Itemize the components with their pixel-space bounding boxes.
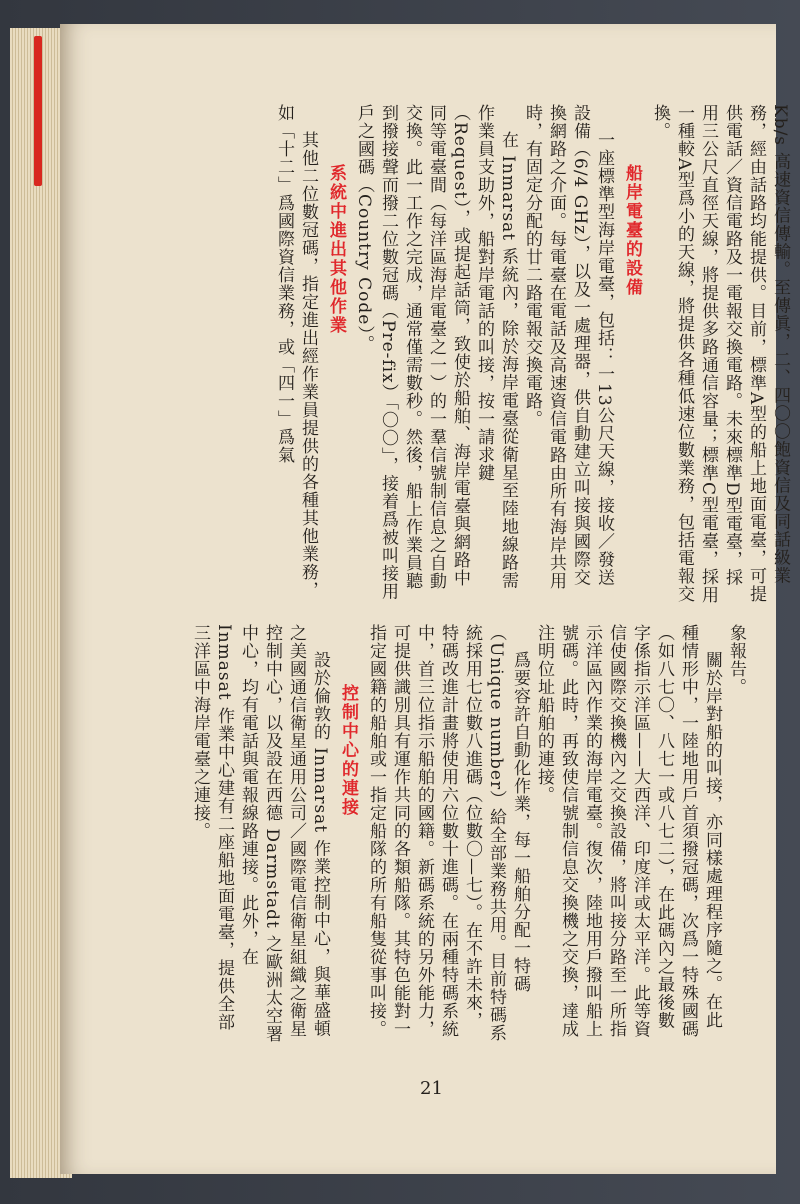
book-page — [60, 24, 790, 1174]
paragraph: 其他二位數冠碼，指定進出經作業員提供的各種其他業務，如「十二」爲國際資信業務，或「四一」爲氣 — [274, 104, 318, 600]
paragraph: 象報告。 — [726, 624, 746, 696]
page-number: 21 — [420, 1078, 443, 1099]
paragraph: 設於倫敦的 Inmarsat 作業控制中心，與華盛頓之美國通信衛星通用公司／國際電信衛星組織之衛星控制中心，以及設在西德 Darmstadt 之歐洲太空署中心，均有電話與電報線路連接。此外，在 Inmasat 作業中心建有二座船地面電臺，提供全部三洋區中海岸電臺之連接。 — [190, 624, 330, 1044]
bookmark-ribbon — [34, 36, 42, 186]
paragraph: 爲要容許自動化作業，每一船舶分配一特碼（Unique number）給全部業務共用。目前特碼系統採用七位數八進碼（位數〇—七）。在不許未來，特碼改進計畫將使用六位數十進碼。在兩種特碼系統中，首三位指示船舶的國籍。新碼系統的另外能力，可提供識別具有運作共同的各類船隊。其特色能對一指定國籍的船舶或一指定船隊的所有船隻從事叫接。 — [366, 624, 530, 1043]
paragraph: 在 Inmarsat 系統內，除於海岸電臺從衛星至陸地線路需作業員支助外，船對岸電話的叫接，按一請求鍵（Request），或提起話筒，致使於船舶、海岸電臺與網路中同等電臺間（每洋區海岸電臺之一）的一羣信號制信息之自動交換。此一工作之完成，通常僅需數秒。然後，船上作業員聽到撥接聲而撥二位數冠碼（Pre-fix）「〇〇」，接着爲被叫接用戶之國碼（Country Code）。 — [354, 104, 518, 601]
paragraph: 關於岸對船的叫接，亦同樣處理程序隨之。在此種情形中，一陸地用戶首須撥冠碼，次爲一特殊國碼（如八七〇、八七一或八七二），在此碼內之最後數字係指示洋區——大西洋、印度洋或太平洋。此等資信使國際交換機內之交換設備，將叫接分路至一所指示洋區內作業的海岸電臺。復次，陸地用戶撥叫船上號碼。此時，再致使信號制信息交換機之交換，達成注明位址船舶的連接。 — [534, 624, 722, 1038]
paragraph: 一座標準型海岸電臺，包括：一13公尺天線，接收／發送設備（6/4 GHz），以及一處理器，供自動建立叫接與國際交換網路之介面。每電臺在電話及高速資信電路由所有海岸共用時，有固定分配的廿二路電報交換電路。 — [522, 104, 614, 590]
lower-text-block — [140, 624, 748, 1044]
section-heading: 控制中心的連接 — [338, 684, 358, 817]
section-heading: 系統中進出其他作業 — [326, 164, 346, 335]
paragraph: Kb/s 高速資信傳輸。至傳眞，二、四〇〇飽資信及同話級業務，經由話路均能提供。目前，標準A型的船上地面電臺，可提供電話／資信電路及一電報交換電路。未來標準D型電臺，採用三公尺直徑天線，將提供多路通信容量；標準C型電臺，採用一種較A型爲小的天線，將提供各種低速位數業務，包括電報交換。 — [650, 104, 790, 605]
section-heading: 船岸電臺的設備 — [622, 164, 642, 297]
upper-text-block — [130, 104, 792, 604]
